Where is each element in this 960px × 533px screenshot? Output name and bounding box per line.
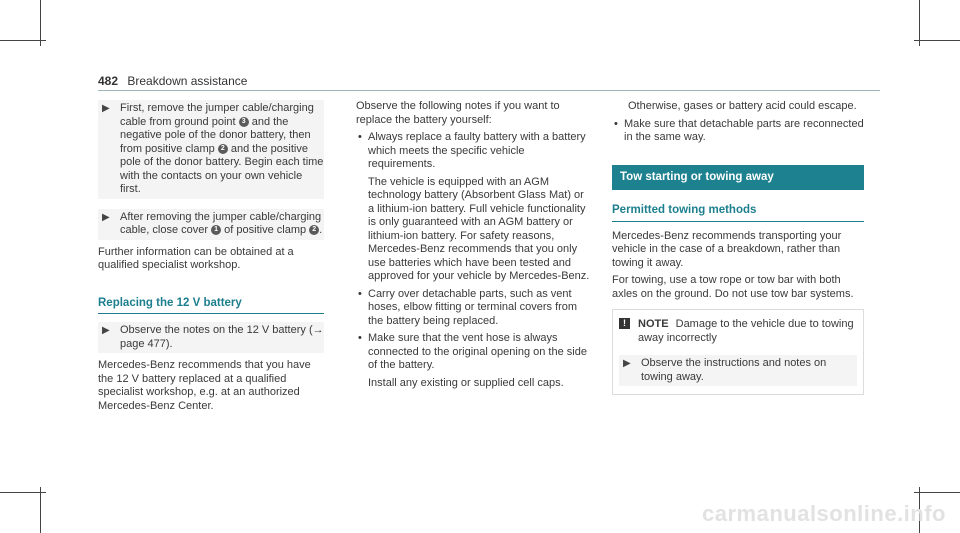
- subsection-heading: Permitted towing methods: [612, 204, 757, 216]
- body-paragraph: Otherwise, gases or battery acid could escape.: [628, 100, 857, 112]
- instruction-step: [98, 209, 324, 240]
- header-divider: [98, 90, 880, 91]
- list-item-text: • Carry over detachable parts, such as vent hoses, elbow fitting or terminal covers from the battery being replaced.: [368, 287, 578, 327]
- body-paragraph: Further information can be obtained at a qualified specialist workshop.: [98, 245, 294, 271]
- bullet-list: [356, 131, 592, 390]
- list-item: [356, 332, 592, 390]
- list-item-text: • Always replace a faulty battery with a battery which meets the specific vehicle requirements.: [368, 131, 586, 170]
- instruction-step: [98, 322, 324, 353]
- page-header: [98, 74, 247, 88]
- body-paragraph: Observe the following notes if you want to replace the battery yourself:: [356, 100, 560, 126]
- crop-mark: [914, 492, 960, 493]
- crop-mark: [914, 40, 960, 41]
- callout-number: 2: [309, 225, 319, 235]
- list-item: [356, 288, 592, 329]
- callout-number: 2: [218, 144, 228, 154]
- body-paragraph: Mercedes-Benz recommends that you have the 12 V battery replaced at a qualified specialist workshop, e.g. at an authorized Mercedes-Benz Center.: [98, 359, 311, 412]
- list-item-text: • Make sure that detachable parts are reconnected in the same way.: [624, 117, 864, 143]
- body-paragraph: For towing, use a tow rope or tow bar with both axles on the ground. Do not use tow bar systems.: [612, 274, 854, 300]
- list-item-text: The vehicle is equipped with an AGM technology battery (Absorbent Glass Mat) or a lithium-ion battery. Full vehicle functionality is only guaranteed with an AGM battery or lithium-ion battery. For safety reasons, Mercedes-Benz recommends that you only use batteries which have been tested and approved for your vehicle by Mercedes-Benz.: [368, 175, 590, 282]
- step-text: and the positive pole of the donor battery. Begin each time with the contacts on your own vehicle first.: [120, 142, 324, 195]
- crop-mark: [40, 487, 41, 533]
- body-paragraph: Mercedes-Benz recommends transporting your vehicle in the case of a breakdown, rather than towing it away.: [612, 229, 842, 269]
- arrow-right-icon: ▶: [102, 211, 110, 223]
- step-text: Observe the instructions and notes on towing away.: [641, 357, 827, 383]
- step-text: After removing the jumper cable/charging cable, close cover: [120, 210, 322, 236]
- step-text: Observe the notes on the 12 V battery (→ page 477).: [120, 324, 324, 350]
- list-item-text: Install any existing or supplied cell caps.: [368, 376, 564, 389]
- note-box: [612, 309, 864, 395]
- section-title: Breakdown assistance: [127, 74, 248, 88]
- watermark: carmanualsonline.info: [702, 501, 946, 526]
- column-left: [98, 100, 324, 413]
- list-item: [612, 118, 864, 145]
- section-banner: Tow starting or towing away: [612, 165, 864, 191]
- callout-number: 3: [239, 117, 249, 127]
- instruction-step: [98, 100, 324, 199]
- arrow-right-icon: ▶: [102, 325, 110, 336]
- step-text: .: [319, 224, 323, 236]
- arrow-right-icon: ▶: [102, 103, 110, 114]
- page-number: 482: [98, 74, 119, 88]
- list-item: [356, 131, 592, 284]
- warning-icon: !: [619, 318, 630, 329]
- note-header: [619, 318, 857, 345]
- instruction-step: [619, 355, 857, 386]
- step-text: and the negative pole of the donor battery, then from positive clamp: [120, 115, 311, 155]
- step-text: First, remove the jumper cable/charging cable from ground point: [120, 102, 314, 128]
- heading-underline: [98, 313, 324, 314]
- list-item-text: • Make sure that the vent hose is always connected to the original opening on the side of the battery.: [368, 332, 587, 371]
- callout-number: 1: [211, 225, 221, 235]
- step-text: of positive clamp: [224, 224, 307, 236]
- crop-mark: [0, 492, 46, 493]
- column-middle: [356, 100, 592, 394]
- note-label: NOTE: [638, 318, 669, 330]
- section-heading: Replacing the 12 V battery: [98, 296, 242, 309]
- crop-mark: [0, 40, 46, 41]
- column-right: [612, 100, 864, 395]
- arrow-right-icon: ▶: [623, 358, 631, 369]
- bullet-list: [612, 118, 864, 145]
- note-text: Damage to the vehicle due to towing away incorrectly: [638, 318, 854, 344]
- heading-underline: [612, 221, 864, 222]
